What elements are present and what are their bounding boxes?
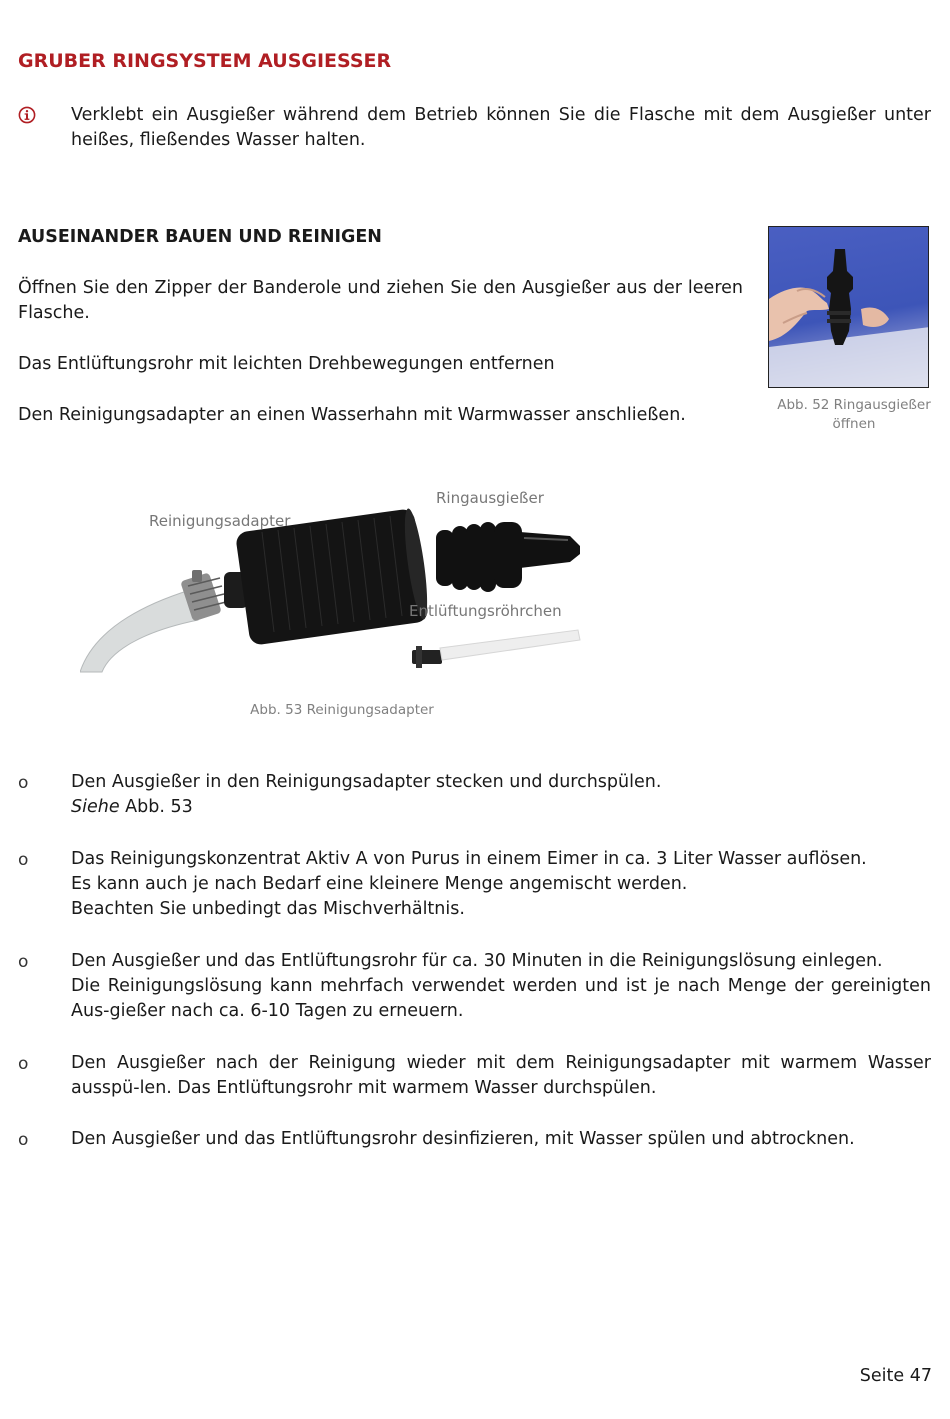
list-item: Den Ausgießer nach der Reinigung wieder mit dem Reinigungsadapter mit warmem Wasser ausspü-len. Das Entlüftungsrohr mit warmem Wasser durchspülen. bbox=[71, 1053, 931, 1098]
list-item-reference bbox=[71, 795, 931, 820]
list-item: Den Ausgießer und das Entlüftungsrohr für ca. 30 Minuten in die Reinigungslösung einlegen. Die Reinigungslösung kann mehrfach verwendet werden und ist je nach Menge der gereinigten Aus-gießer nach ca. 6-10 Tagen zu erneuern. bbox=[71, 951, 931, 1021]
label-reinigungsadapter: Reinigungsadapter bbox=[149, 512, 291, 530]
page-number: Seite 47 bbox=[859, 1366, 932, 1386]
figure-53-caption: Abb. 53 Reinigungsadapter bbox=[250, 702, 434, 718]
info-circle-icon bbox=[18, 106, 36, 124]
bullet-symbol: o bbox=[18, 1054, 29, 1074]
bullet-symbol: o bbox=[18, 773, 29, 793]
label-entlueftungsroehrchen: Entlüftungsröhrchen bbox=[409, 602, 562, 620]
figure-52-caption bbox=[768, 396, 940, 434]
page-title: GRUBER RINGSYSTEM AUSGIESSER bbox=[18, 50, 392, 72]
list-item: Das Reinigungskonzentrat Aktiv A von Purus in einem Eimer in ca. 3 Liter Wasser auflösen. Es kann auch je nach Bedarf eine kleinere Menge angemischt werden. Beachten Sie unbedingt das Mischverhältnis. bbox=[71, 849, 867, 919]
figure-52-photo bbox=[768, 226, 929, 388]
bullet-symbol: o bbox=[18, 1130, 29, 1150]
siehe-italic: Siehe bbox=[71, 797, 120, 817]
spout-hand-illustration bbox=[769, 227, 929, 388]
list-item bbox=[71, 770, 931, 820]
info-note: Verklebt ein Ausgießer während dem Betrieb können Sie die Flasche mit dem Ausgießer unter heißes, fließendes Wasser halten. bbox=[71, 105, 931, 150]
bullet-symbol: o bbox=[18, 952, 29, 972]
list-item-line: Den Ausgießer in den Reinigungsadapter stecken und durchspülen. bbox=[71, 772, 662, 792]
instruction-paragraph-2: Das Entlüftungsrohr mit leichten Drehbewegungen entfernen bbox=[18, 354, 555, 374]
section-heading: AUSEINANDER BAUEN UND REINIGEN bbox=[18, 227, 382, 247]
figure-52-caption-line-1: Abb. 52 Ringausgießer bbox=[777, 397, 931, 413]
instruction-paragraph-3: Den Reinigungsadapter an einen Wasserhahn mit Warmwasser anschließen. bbox=[18, 405, 686, 425]
bullet-symbol: o bbox=[18, 850, 29, 870]
instruction-paragraph-1: Öffnen Sie den Zipper der Banderole und ziehen Sie den Ausgießer aus der leeren Flasche. bbox=[18, 278, 743, 323]
label-ringausgiesser: Ringausgießer bbox=[436, 489, 544, 507]
list-item: Den Ausgießer und das Entlüftungsrohr desinfizieren, mit Wasser spülen und abtrocknen. bbox=[71, 1129, 855, 1149]
figure-reference: Abb. 53 bbox=[119, 797, 193, 817]
figure-52-caption-line-2: öffnen bbox=[832, 416, 876, 432]
